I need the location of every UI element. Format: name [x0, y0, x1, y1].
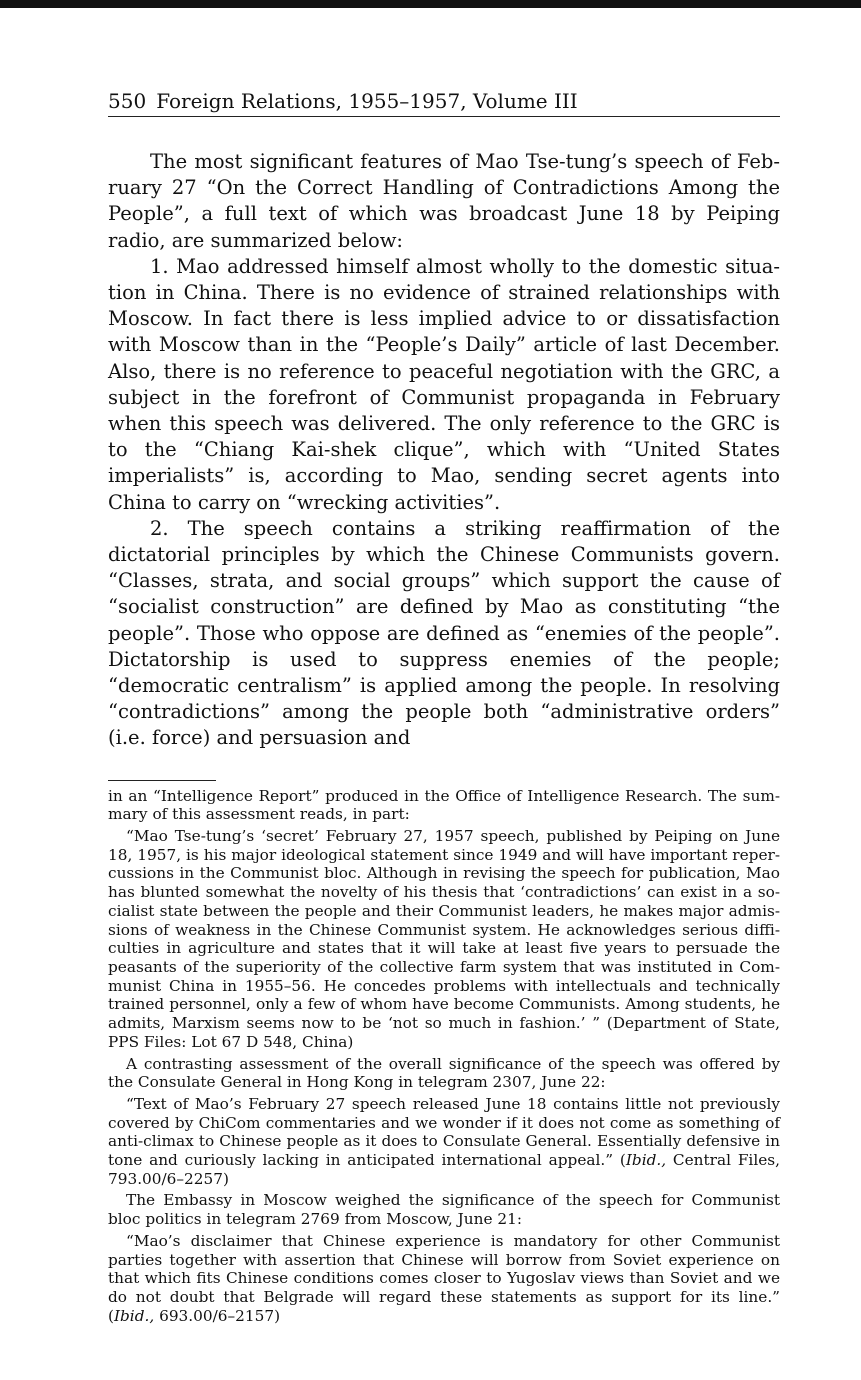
file-citation: Central Files, 793.00/6–2257): [108, 1151, 780, 1188]
intro-paragraph: The most significant features of Mao Tse-tung’s speech of February 27 “On the Correct Handling of Contradictions Among the People”, a full text of which was broadcast June 18 by Peiping radio, are summarized below:: [108, 150, 780, 252]
quote-text: “Mao’s disclaimer that Chinese experience is mandatory for other Communist parties together with assertion that Chinese will borrow from Soviet experience on that which fits Chinese conditions comes closer to Yugoslav views than Soviet and we do not doubt that Belgrade will regard these statements as support for its line.” (: [108, 1231, 780, 1325]
footnote-quote-oir: “Mao Tse-tung’s ‘secret’ February 27, 1957 speech, published by Peiping on June 18, 1957, is his major ideological statement since 1949 and will have important repercussions in the Communist bloc. Although in revising the speech for publication, Mao has blunted somewhat the novelty of his thesis that ‘contradictions’ can exist in a socialist state between the people and their Communist leaders, he makes major admissions of weakness in the Chinese Communist system. He acknowledges serious difficulties in agriculture and states that it will take at least five years to persuade the peasants of the superiority of the collective farm system that was instituted in Communist China in 1955–56. He concedes problems with intellectuals and technically trained personnel, only a few of whom have become Communists. Among students, he admits, Marxism seems now to be ‘not so much in fashion.’ ” (Department of State, PPS Files: Lot 67 D 548, China): [108, 827, 780, 1051]
footnote-hong-kong-quote: [108, 1095, 780, 1189]
main-text: [108, 149, 780, 752]
ibid-citation: Ibid.,: [625, 1151, 667, 1170]
ibid-citation: Ibid.,: [113, 1306, 155, 1325]
scan-top-border: [0, 0, 861, 8]
point-1-paragraph: 1. Mao addressed himself almost wholly to the domestic situation in China. There is no evidence of strained relationships with Moscow. In fact there is less implied advice to or dissatisfaction with Moscow than in the “People’s Daily” article of last December. Also, there is no reference to peaceful negotiation with the GRC, a subject in the forefront of Communist propaganda in February when this speech was delivered. The only reference to the GRC is to the “Chiang Kai-shek clique”, which with “United States imperialists” is, according to Mao, sending secret agents into China to carry on “wrecking activities”.: [108, 254, 780, 514]
file-citation: 693.00/6–2157): [154, 1306, 281, 1325]
footnote-moscow-intro: The Embassy in Moscow weighed the significance of the speech for Communist bloc politics in telegram 2769 from Moscow, June 21:: [108, 1191, 780, 1229]
footnote-continuation: in an “Intelligence Report” produced in the Office of Intelligence Research. The summary of this assessment reads, in part:: [108, 786, 780, 824]
footnote-hong-kong-intro: A contrasting assessment of the overall significance of the speech was offered by the Consulate General in Hong Kong in telegram 2307, June 22:: [108, 1054, 780, 1092]
running-head: [108, 88, 780, 117]
point-2-paragraph: 2. The speech contains a striking reaffirmation of the dictatorial principles by which the Chinese Communists govern. “Classes, strata, and social groups” which support the cause of “socialist construction” are defined by Mao as constituting “the people”. Those who oppose are defined as “enemies of the people”. Dictatorship is used to suppress enemies of the people; “democratic centralism” is applied among the people. In resolving “contradictions” among the people both “administrative orders” (i.e. force) and persuasion and: [108, 516, 780, 750]
page-number: 550: [108, 89, 147, 113]
volume-title: Foreign Relations, 1955–1957, Volume III: [156, 89, 578, 113]
footnotes: [108, 787, 780, 1326]
footnote-rule: [108, 780, 216, 781]
quote-text: “Text of Mao’s February 27 speech released June 18 contains little not previously covered by ChiCom commentaries and we wonder if it does not come as something of anti-climax to Chinese people as it does to Consulate General. Essentially defensive in tone and curiously lacking in anticipated international appeal.” (: [108, 1094, 780, 1170]
footnote-moscow-quote: [108, 1232, 780, 1326]
document-page: [108, 88, 780, 1328]
